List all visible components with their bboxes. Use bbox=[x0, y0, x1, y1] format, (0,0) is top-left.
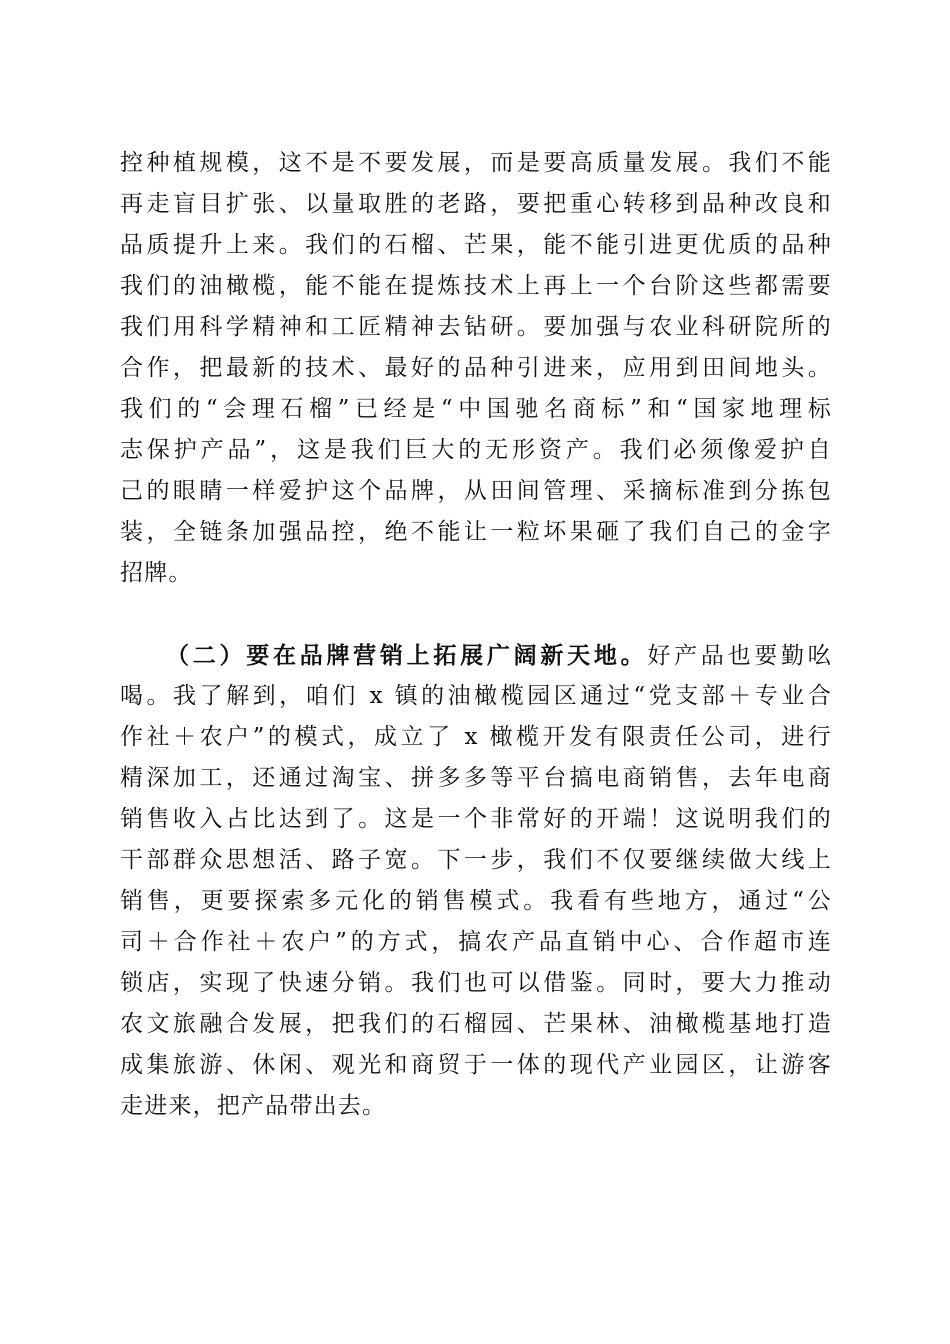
text-line: 己的眼睛一样爱护这个品牌，从田间管理、采摘标准到分拣包 bbox=[120, 478, 832, 504]
text-line: 司＋合作社＋农户”的方式，搞农产品直销中心、合作超市连 bbox=[120, 929, 832, 955]
text-line: 控种植规模，这不是不要发展，而是要高质量发展。我们不能 bbox=[120, 150, 832, 176]
section-heading: （二）要在品牌营销上拓展广阔新天地。 bbox=[166, 642, 648, 669]
text-line-first bbox=[120, 635, 832, 676]
text-line: 精深加工，还通过淘宝、拼多多等平台搞电商销售，去年电商 bbox=[120, 765, 832, 791]
text-line: 志保护产品”，这是我们巨大的无形资产。我们必须像爱护自 bbox=[120, 437, 832, 463]
text-line: 再走盲目扩张、以量取胜的老路，要把重心转移到品种改良和 bbox=[120, 191, 832, 217]
text-line: 销售，更要探索多元化的销售模式。我看有些地方，通过“公 bbox=[120, 888, 832, 914]
text-line: 品质提升上来。我们的石榴、芒果，能不能引进更优质的品种 bbox=[120, 232, 832, 258]
text-line: 干部群众思想活、路子宽。下一步，我们不仅要继续做大线上 bbox=[120, 847, 832, 873]
text-line: 销售收入占比达到了。这是一个非常好的开端！这说明我们的 bbox=[120, 806, 832, 832]
text-line: 我们的油橄榄，能不能在提炼技术上再上一个台阶这些都需要 bbox=[120, 273, 832, 299]
paragraph-product-quality bbox=[120, 143, 832, 594]
text-line: 装，全链条加强品控，绝不能让一粒坏果砸了我们自己的金字 bbox=[120, 519, 832, 545]
text-line: 喝。我了解到，咱们 x 镇的油橄榄园区通过“党支部＋专业合 bbox=[120, 683, 832, 709]
text-line: 招牌。 bbox=[120, 560, 193, 586]
paragraph-brand-marketing bbox=[120, 635, 832, 1127]
text-line: 合作，把最新的技术、最好的品种引进来，应用到田间地头。 bbox=[120, 355, 832, 381]
text-line: 作社＋农户”的模式，成立了 x 橄榄开发有限责任公司，进行 bbox=[120, 724, 832, 750]
text-line: 我们的“会理石榴”已经是“中国驰名商标”和“国家地理标 bbox=[120, 396, 832, 422]
text-line: 锁店，实现了快速分销。我们也可以借鉴。同时，要大力推动 bbox=[120, 970, 832, 996]
text-line: 我们用科学精神和工匠精神去钻研。要加强与农业科研院所的 bbox=[120, 314, 832, 340]
text-line: 走进来，把产品带出去。 bbox=[120, 1093, 387, 1119]
text-line: 成集旅游、休闲、观光和商贸于一体的现代产业园区，让游客 bbox=[120, 1052, 832, 1078]
heading-continuation: 好产品也要勤吆 bbox=[647, 643, 832, 669]
text-line: 农文旅融合发展，把我们的石榴园、芒果林、油橄榄基地打造 bbox=[120, 1011, 832, 1037]
